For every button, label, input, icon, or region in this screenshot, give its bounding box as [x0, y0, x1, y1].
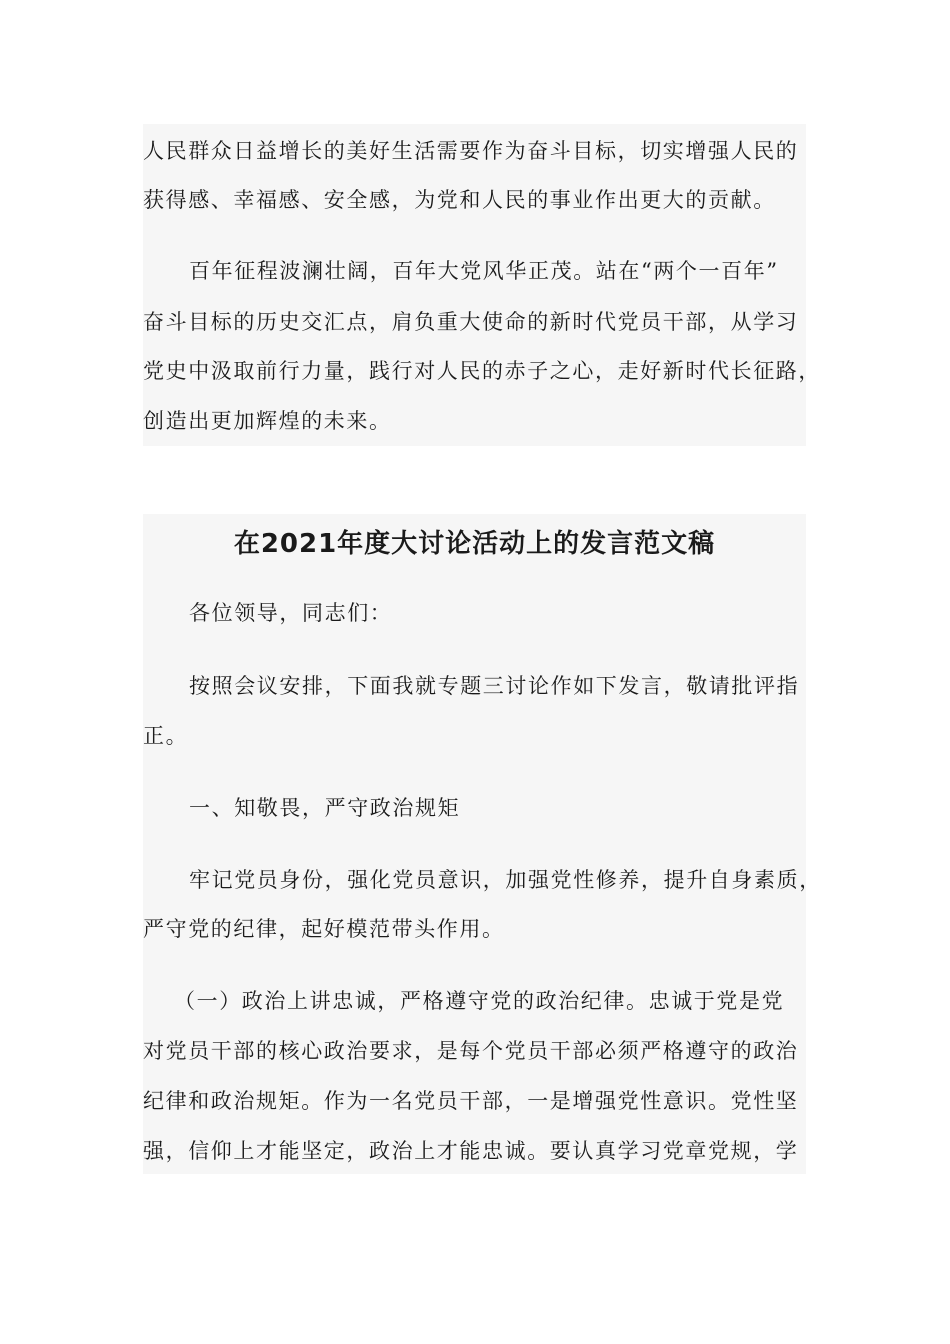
paragraph-line: 按照会议安排，下面我就专题三讨论作如下发言，敬请批评指: [189, 674, 800, 698]
paragraph-line: 获得感、幸福感、安全感，为党和人民的事业作出更大的贡献。: [143, 188, 776, 212]
paragraph-line: 百年征程波澜壮阔，百年大党风华正茂。站在“两个一百年”: [189, 259, 779, 283]
paragraph-line: 对党员干部的核心政治要求，是每个党员干部必须严格遵守的政治: [143, 1039, 799, 1063]
paragraph-line: 人民群众日益增长的美好生活需要作为奋斗目标，切实增强人民的: [143, 139, 799, 163]
section-heading: 一、知敬畏，严守政治规矩: [189, 796, 461, 820]
paragraph-line: 奋斗目标的历史交汇点，肩负重大使命的新时代党员干部，从学习: [143, 310, 799, 334]
paragraph-line: 正。: [143, 724, 189, 748]
document-title: 在2021年度大讨论活动上的发言范文稿: [233, 529, 716, 559]
paragraph-line: 牢记党员身份，强化党员意识，加强党性修养，提升自身素质，: [189, 868, 822, 892]
paragraph-line: 创造出更加辉煌的未来。: [143, 409, 392, 433]
paragraph-line: 严守党的纪律，起好模范带头作用。: [143, 917, 505, 941]
paragraph-line: 强，信仰上才能坚定，政治上才能忠诚。要认真学习党章党规，学: [143, 1139, 799, 1163]
paragraph-line: （一）政治上讲忠诚，严格遵守党的政治纪律。忠诚于党是党: [174, 989, 785, 1013]
paragraph-line: 党史中汲取前行力量，践行对人民的赤子之心，走好新时代长征路，: [143, 359, 821, 383]
text-block-continued: [143, 124, 821, 446]
text-block-speech: [143, 514, 822, 1174]
salutation: 各位领导，同志们：: [189, 601, 393, 625]
paragraph-line: 纪律和政治规矩。作为一名党员干部，一是增强党性意识。党性坚: [143, 1089, 799, 1113]
